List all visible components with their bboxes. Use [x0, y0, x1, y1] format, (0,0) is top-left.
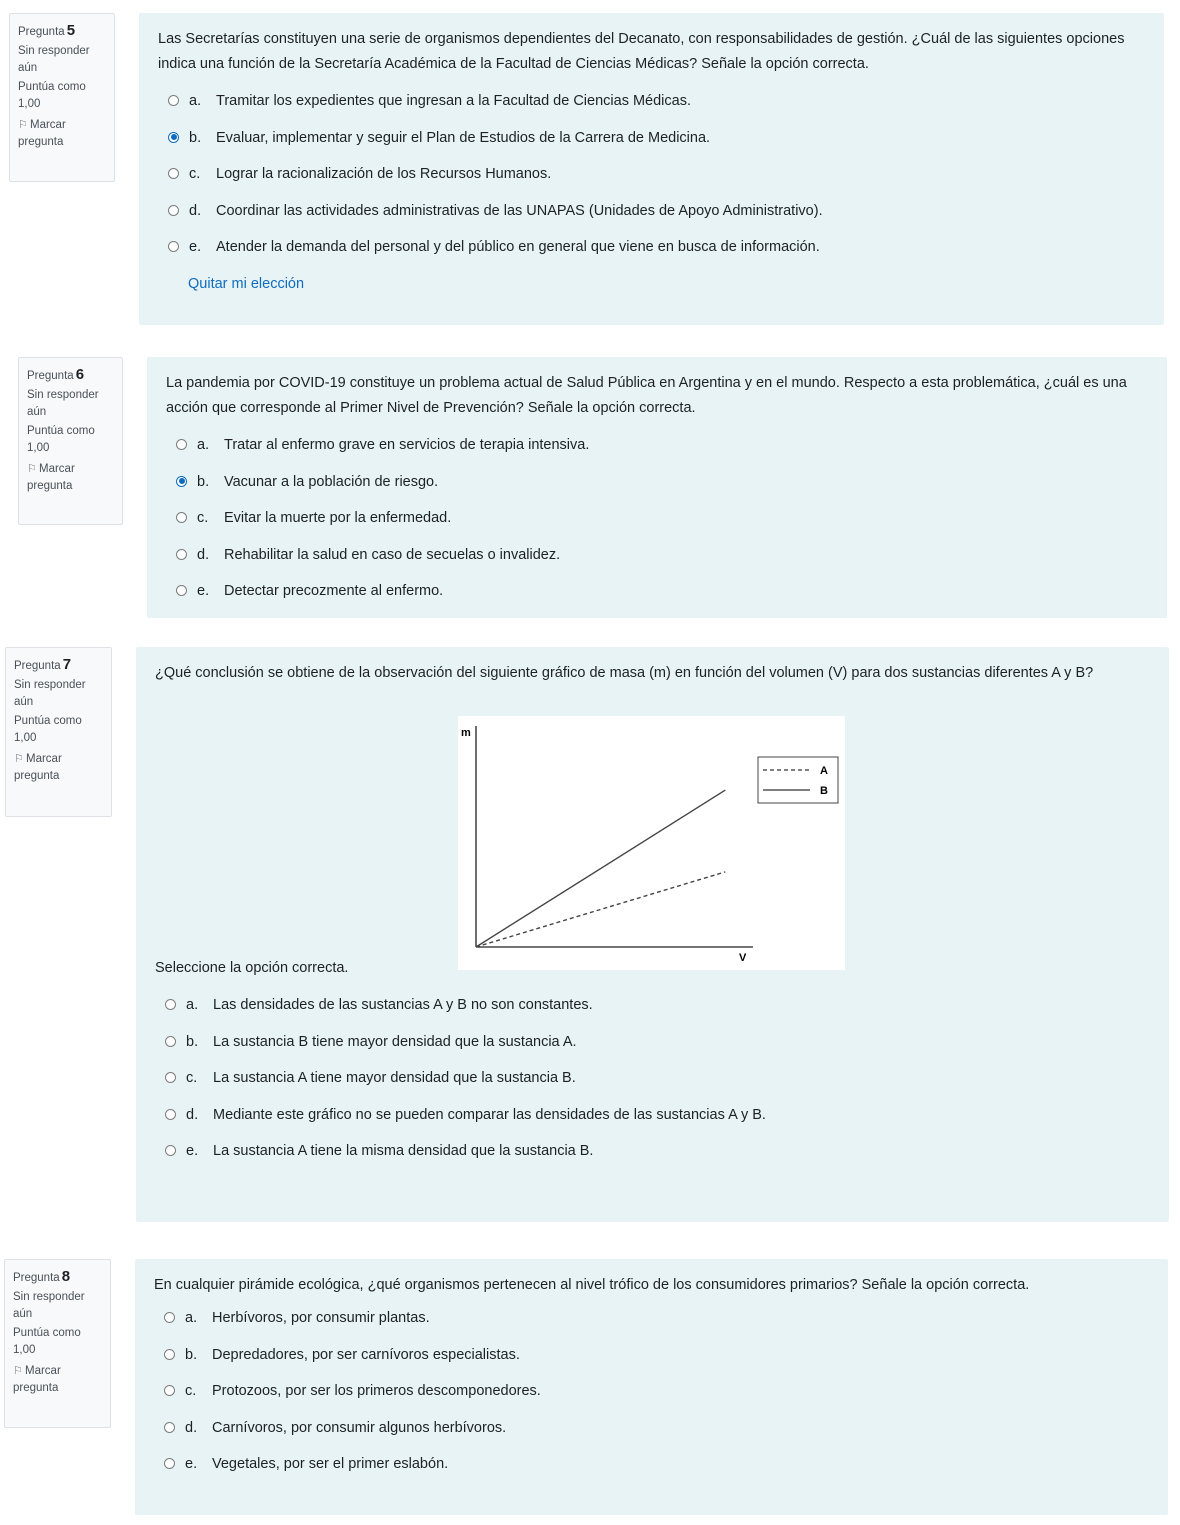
- question-label: Pregunta 5: [18, 22, 76, 39]
- answer-option[interactable]: [158, 237, 1144, 274]
- answer-text: Vegetales, por ser el primer eslabón.: [212, 1456, 449, 1472]
- answer-option[interactable]: [158, 128, 1144, 165]
- flag-icon: ⚐: [14, 753, 24, 765]
- answer-option[interactable]: [155, 1032, 1149, 1069]
- radio-button[interactable]: [176, 512, 187, 523]
- answer-list: [166, 435, 1147, 618]
- legend-label-b: B: [820, 785, 828, 797]
- flag-icon: ⚐: [18, 119, 28, 131]
- radio-button[interactable]: [164, 1349, 175, 1360]
- answer-text: Vacunar a la población de riesgo.: [224, 473, 439, 490]
- answer-text: Mediante este gráfico no se pueden comparar las densidades de las sustancias A y B.: [213, 1106, 766, 1123]
- answer-letter: e.: [186, 1143, 199, 1159]
- answer-text: Evaluar, implementar y seguir el Plan de Estudios de la Carrera de Medicina.: [216, 129, 711, 146]
- answer-list: [154, 1308, 1148, 1491]
- chart-svg: [458, 716, 845, 970]
- answer-option[interactable]: [155, 1141, 1149, 1178]
- question-text: La pandemia por COVID-19 constituye un problema actual de Salud Pública en Argentina y en el mundo. Respecto a esta problemática, ¿cuál es una acción que corresponde al Primer Nivel de Prevención? Señale la opción correcta.: [166, 375, 1127, 416]
- answer-option[interactable]: [155, 995, 1149, 1032]
- answer-letter: c.: [185, 1383, 197, 1399]
- question-text: ¿Qué conclusión se obtiene de la observación del siguiente gráfico de masa (m) en función del volumen (V) para dos sustancias diferentes A y B?: [155, 665, 1094, 681]
- question-marks: Puntúa como 1,00: [18, 81, 86, 110]
- answer-option[interactable]: [158, 164, 1144, 201]
- answer-option[interactable]: [158, 201, 1144, 238]
- flag-icon: ⚐: [13, 1365, 23, 1377]
- radio-button[interactable]: [168, 168, 179, 179]
- flag-question-button[interactable]: ⚐ Marcar pregunta: [18, 119, 66, 148]
- radio-button-checked[interactable]: [168, 132, 179, 143]
- question-content: [139, 13, 1164, 325]
- radio-button[interactable]: [165, 1036, 176, 1047]
- answer-option[interactable]: [154, 1418, 1148, 1455]
- question-status: Sin responder aún: [13, 1291, 85, 1320]
- question-label: Pregunta 8: [13, 1268, 71, 1285]
- answer-option[interactable]: [155, 1105, 1149, 1142]
- radio-button[interactable]: [164, 1422, 175, 1433]
- radio-button[interactable]: [165, 1072, 176, 1083]
- radio-button[interactable]: [164, 1312, 175, 1323]
- answer-letter: c.: [186, 1070, 198, 1086]
- answer-text: Tratar al enfermo grave en servicios de terapia intensiva.: [224, 437, 590, 453]
- flag-question-button[interactable]: ⚐ Marcar pregunta: [14, 753, 62, 782]
- answer-letter: c.: [189, 166, 201, 182]
- answer-text: Carnívoros, por consumir algunos herbívoros.: [212, 1419, 507, 1436]
- answer-option[interactable]: [166, 545, 1147, 582]
- answer-option[interactable]: [154, 1454, 1148, 1491]
- question-info: [4, 1259, 111, 1428]
- answer-text: Protozoos, por ser los primeros descomponedores.: [212, 1383, 541, 1399]
- question-marks: Puntúa como 1,00: [13, 1327, 81, 1356]
- answer-text: La sustancia A tiene la misma densidad que la sustancia B.: [213, 1143, 594, 1159]
- answer-text: Herbívoros, por consumir plantas.: [212, 1310, 430, 1326]
- series-line-b: [476, 790, 725, 947]
- radio-button[interactable]: [168, 95, 179, 106]
- radio-button[interactable]: [165, 999, 176, 1010]
- question-marks: Puntúa como 1,00: [14, 715, 82, 744]
- flag-icon: ⚐: [27, 463, 37, 475]
- answer-letter: d.: [197, 546, 210, 563]
- question-info: [9, 13, 115, 182]
- radio-button[interactable]: [176, 549, 187, 560]
- series-layer: [476, 790, 725, 947]
- answer-letter: a.: [189, 93, 202, 109]
- answer-letter: d.: [189, 202, 202, 219]
- radio-button[interactable]: [176, 439, 187, 450]
- answer-letter: c.: [197, 510, 209, 526]
- answer-letter: d.: [185, 1419, 198, 1436]
- radio-button[interactable]: [165, 1145, 176, 1156]
- answer-list: [155, 995, 1149, 1178]
- question-content: [135, 1259, 1168, 1515]
- answer-text: Rehabilitar la salud en caso de secuelas o invalidez.: [224, 546, 561, 563]
- answer-text: Depredadores, por ser carnívoros especialistas.: [212, 1346, 520, 1363]
- question-text: Las Secretarías constituyen una serie de organismos dependientes del Decanato, con responsabilidades de gestión. ¿Cuál de las siguientes opciones indica una función de la Secretaría Académica de la Facultad de Ciencias Médicas? Señale la opción correcta.: [158, 31, 1125, 72]
- answer-option[interactable]: [166, 508, 1147, 545]
- answer-letter: e.: [197, 583, 210, 599]
- answer-text: La sustancia A tiene mayor densidad que la sustancia B.: [213, 1070, 576, 1086]
- flag-question-button[interactable]: ⚐ Marcar pregunta: [27, 463, 75, 492]
- answer-letter: b.: [185, 1346, 198, 1363]
- radio-button[interactable]: [168, 205, 179, 216]
- answer-option[interactable]: [166, 435, 1147, 472]
- answer-letter: a.: [185, 1310, 198, 1326]
- answer-text: Detectar precozmente al enfermo.: [224, 583, 444, 599]
- question-text: En cualquier pirámide ecológica, ¿qué organismos pertenecen al nivel trófico de los consumidores primarios? Señale la opción correcta.: [154, 1277, 1030, 1293]
- question-label: Pregunta 6: [27, 366, 85, 383]
- x-axis-label: V: [739, 952, 747, 964]
- flag-question-button[interactable]: ⚐ Marcar pregunta: [13, 1365, 61, 1394]
- answer-letter: d.: [186, 1106, 199, 1123]
- question-info: [18, 357, 123, 525]
- answer-text: Evitar la muerte por la enfermedad.: [224, 510, 452, 526]
- answer-text: La sustancia B tiene mayor densidad que la sustancia A.: [213, 1033, 577, 1050]
- question-info: [5, 647, 112, 817]
- question-label: Pregunta 7: [14, 656, 72, 673]
- answer-letter: e.: [185, 1456, 198, 1472]
- radio-button[interactable]: [164, 1458, 175, 1469]
- answer-text: Lograr la racionalización de los Recursos Humanos.: [216, 166, 552, 182]
- answer-letter: b.: [197, 473, 210, 490]
- answer-option[interactable]: [154, 1308, 1148, 1345]
- answer-option[interactable]: [155, 1068, 1149, 1105]
- answer-option[interactable]: [154, 1381, 1148, 1418]
- y-axis-label: m: [461, 727, 471, 739]
- question-status: Sin responder aún: [27, 389, 99, 418]
- answer-text: Tramitar los expedientes que ingresan a la Facultad de Ciencias Médicas.: [216, 93, 691, 109]
- radio-button[interactable]: [176, 585, 187, 596]
- radio-button[interactable]: [165, 1109, 176, 1120]
- answer-option[interactable]: [166, 581, 1147, 618]
- question-content: [147, 357, 1167, 618]
- answer-option[interactable]: [166, 472, 1147, 509]
- answer-letter: b.: [186, 1033, 199, 1050]
- answer-list: [158, 91, 1144, 274]
- answer-letter: a.: [186, 997, 199, 1013]
- radio-button[interactable]: [164, 1385, 175, 1396]
- answer-letter: e.: [189, 239, 202, 255]
- answer-option[interactable]: [154, 1345, 1148, 1382]
- question-status: Sin responder aún: [14, 679, 86, 708]
- clear-choice-link[interactable]: Quitar mi elección: [188, 275, 305, 292]
- question-marks: Puntúa como 1,00: [27, 425, 95, 454]
- radio-button[interactable]: [168, 241, 179, 252]
- answer-text: Atender la demanda del personal y del público en general que viene en busca de información.: [216, 239, 820, 255]
- answer-text: Las densidades de las sustancias A y B no son constantes.: [213, 997, 593, 1013]
- answer-letter: b.: [189, 129, 202, 146]
- mass-volume-chart: [458, 716, 845, 970]
- legend-label-a: A: [820, 765, 828, 777]
- series-line-a: [476, 872, 725, 947]
- select-prompt: Seleccione la opción correcta.: [155, 960, 349, 976]
- radio-button-checked[interactable]: [176, 476, 187, 487]
- answer-letter: a.: [197, 437, 210, 453]
- answer-text: Coordinar las actividades administrativas de las UNAPAS (Unidades de Apoyo Administrativo).: [216, 202, 823, 219]
- answer-option[interactable]: [158, 91, 1144, 128]
- question-status: Sin responder aún: [18, 45, 90, 74]
